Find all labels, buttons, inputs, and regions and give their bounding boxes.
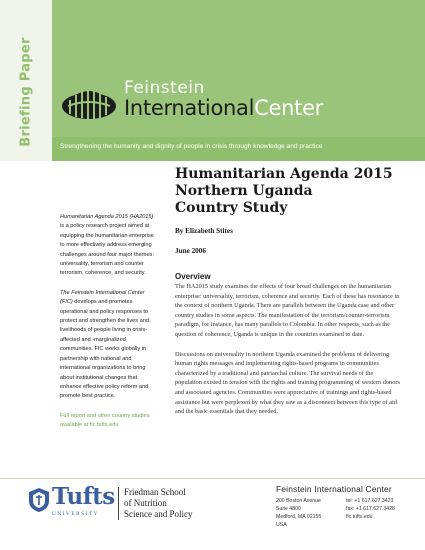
document-title [175,166,400,217]
briefing-tab [0,0,52,161]
sidebar-fic-text: develops and promotes operational and policy responses to protect and strengthen the lives and livelihoods of people living in crisis-affected and -marginalized communities. FIC works globally in partnership with national and international organizations to bring about institutional changes that enhance effective policy reform and promote best practice. [60,299,149,400]
overview-paragraph-2: Discussions on universality in northern Uganda examined the problems of delivering human rights messages and implementing rights-based programs in communities characterized by a traditional and patriarchal culture. The survival needs of the population existed in tension with the rights and training programming of western donors and associated agencies. Communities were appreciative of trainings and rights-based assistance but were perplexed by what they saw as a disconnect between this type of aid and the basic essentials that they needed. [175,350,400,416]
address-line: USA [276,522,287,528]
friedman-line-3: Science and Policy [124,509,193,519]
fic-contact-block [276,484,416,528]
logo-international-center [124,96,323,120]
basket-emblem-icon [60,76,118,122]
logo-feinstein: Feinstein [124,78,205,98]
tagline: Strengthening the humanity and dignity of people in crisis through knowledge and practice [60,143,323,150]
logo-center: Center [254,96,324,120]
overview-paragraph-1: The HA2015 study examines the effects of four broad challenges on the humanitarian enterprise: universality, terrorism, coherence and security. Each of these has resonance in the context of northern Uganda. There are parallels between the Uganda case and other country studies in some aspects. The manifestation of the terrorism/counter-terrorism paradigm, for instance, has many parallels to Colombia. In other respects, such as the question of coherence, Uganda is unique in the countries examined to date. [175,283,400,338]
friedman-line-2: of Nutrition [124,498,167,508]
friedman-school [118,487,192,520]
fic-name: Feinstein International Center [276,484,392,494]
sidebar-fic-name: The Feinstein International Center (FIC) [60,289,145,306]
publication-date: June 2006 [175,247,206,255]
fic-address [276,497,321,529]
footer-divider [0,478,425,479]
title-line-1: Humanitarian Agenda 2015 [175,166,393,182]
tufts-logo [28,485,118,525]
friedman-line-1: Friedman School [124,487,186,497]
fic-contact [346,497,395,521]
sidebar-fic-paragraph [60,289,157,402]
report-link[interactable]: Full report and other country studies available at fic.tufts.edu [60,412,150,429]
author: By Elizabeth Stites [175,227,233,235]
fic-logo [60,76,324,126]
tufts-university: UNIVERSITY [52,511,100,517]
website-link[interactable]: fic.tufts.edu [346,514,373,520]
sidebar-ha2015-name: Humanitarian Agenda 2015 (HA2015) [60,214,154,220]
sidebar-ha2015-text: is a policy research project aimed at equipping the humanitarian enterprise to more effectively address emerging challenges around four major themes: universality, terrorism and counter terrorism, coherence, and security. [60,223,154,277]
side-label: Briefing Paper [18,37,34,147]
overview-heading: Overview [175,272,211,281]
fax: fax: +1 617.627.3428 [346,506,395,512]
address-line: Medford, MA 02155 [276,514,322,520]
sidebar [60,213,157,441]
tufts-seal-icon [28,487,50,513]
title-line-3: Country Study [175,200,288,216]
title-line-2: Northern Uganda [175,183,313,199]
tufts-wordmark: Tufts [52,483,115,510]
phone: tel: +1 617.627.3423 [346,498,394,504]
address-line: 200 Boston Avenue [276,498,321,504]
address-line: Suite 4800 [276,506,301,512]
sidebar-ha2015-paragraph [60,213,157,279]
main-column [175,166,400,417]
logo-international: International [124,96,255,120]
header-band [0,0,425,161]
